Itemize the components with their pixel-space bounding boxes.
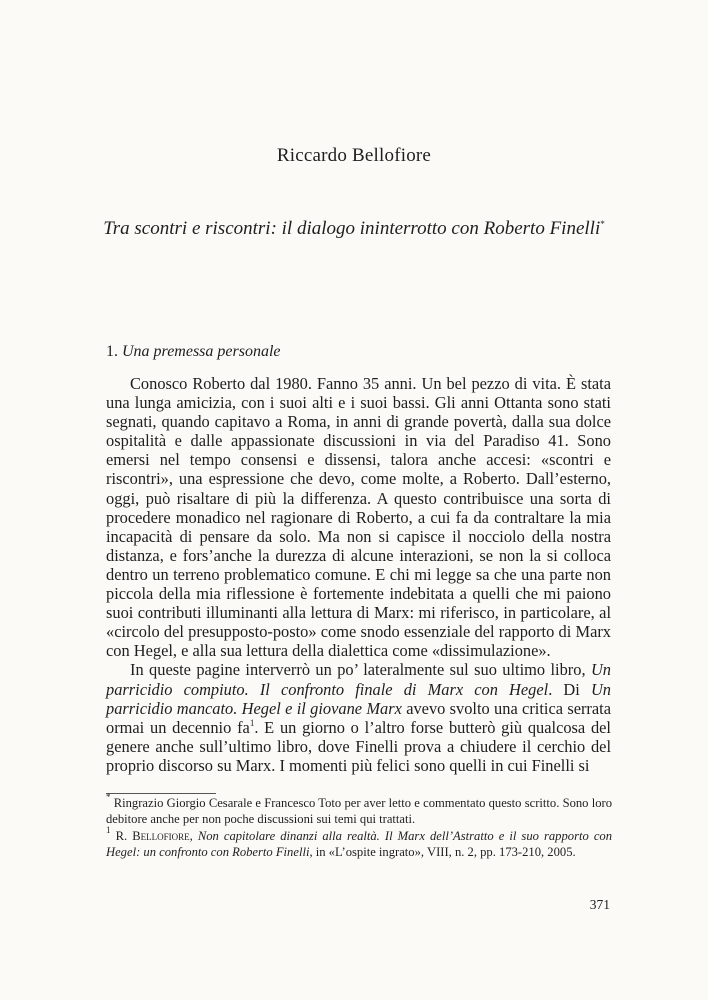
p2-text-a: In queste pagine interverrò un po’ lateralmente sul suo ultimo libro, xyxy=(130,660,591,680)
author-name: Riccardo Bellofiore xyxy=(276,145,432,166)
footnote-1-sep: , xyxy=(189,829,198,843)
body-text xyxy=(106,374,611,775)
paragraph-2 xyxy=(106,660,611,775)
paragraph-1: Conosco Roberto dal 1980. Fanno 35 anni. Un bel pezzo di vita. È stata una lunga amicizia, con i suoi alti e i suoi bassi. Gli anni Ottanta sono stati segnati, quando capitavo a Roma, in anni di grande povertà, dalla sua dolce ospitalità e dalle appassionate discussioni in via del Paradiso 41. Sono emersi nel tempo consensi e dissensi, talora anche accesi: «scontri e riscontri», una espressione che devo, come molte, a Roberto. Dall’esterno, oggi, può risaltare di più la differenza. A questo contribuisce una sorta di procedere monadico nel ragionare di Roberto, a cui fa da contraltare la mia incapacità di pensare da solo. Ma non si capisce il nocciolo della nostra distanza, e fors’anche la durezza di alcune interazioni, se non la si colloca dentro un terreno problematico comune. E chi mi legge sa che una parte non piccola della mia riflessione è fortemente indebitata a quelli che mi paiono suoi contributi illuminanti alla lettura di Marx: mi riferisco, in particolare, al «circolo del presupposto-posto» come snodo essenziale del rapporto di Marx con Hegel, e alla sua lettura della dialettica come «dissimulazione». xyxy=(106,374,611,661)
footnote-1 xyxy=(106,825,613,860)
section-number: 1. xyxy=(106,343,118,360)
article-title xyxy=(0,218,708,240)
footnote-star-text: Ringrazio Giorgio Cesarale e Francesco Toto per aver letto e commentato questo scritto. Sono loro debitore anche per non poche discussioni sui temi qui trattati. xyxy=(106,796,612,826)
footnote-1-marker: 1 xyxy=(106,825,111,835)
footnote-1-rest: , in «L’ospite ingrato», VIII, n. 2, pp. 173-210, 2005. xyxy=(309,845,576,859)
title-footnote-marker[interactable]: * xyxy=(600,219,605,229)
article-title-text: Tra scontri e riscontri: il dialogo ininterrotto con Roberto Finelli xyxy=(103,218,601,239)
footnote-star xyxy=(106,792,612,827)
section-title: Una premessa personale xyxy=(122,343,281,360)
p2-text-f: . E un giorno o l’altro forse butterò giù qualcosa del genere anche sull’ultimo libro, dove Finelli prova a chiudere il cerchio del proprio discorso su Marx. I momenti più felici sono quelli in cui Finelli si xyxy=(106,717,611,775)
section-heading xyxy=(106,343,281,361)
footnote-ref-1[interactable]: 1 xyxy=(249,717,255,728)
footnote-divider xyxy=(106,793,216,794)
book-title-parricidio-compiuto: Un parricidio compiuto. Il confronto finale di Marx con Hegel xyxy=(106,660,611,699)
footnote-star-marker: * xyxy=(106,792,111,802)
footnote-1-title: Non capitolare dinanzi alla realtà. Il Marx dell’Astratto e il suo rapporto con Hegel: un confronto con Roberto Finelli xyxy=(106,829,613,859)
p2-text-e: avevo svolto una critica serrata ormai un decennio fa xyxy=(106,698,611,737)
footnote-1-author: R. Bellofiore xyxy=(115,829,190,843)
page-number: 371 xyxy=(589,897,610,912)
p2-text-c: . Di xyxy=(548,679,591,699)
book-title-parricidio-mancato: Un parricidio mancato. Hegel e il giovane Marx xyxy=(106,679,611,718)
footnotes xyxy=(106,792,613,861)
